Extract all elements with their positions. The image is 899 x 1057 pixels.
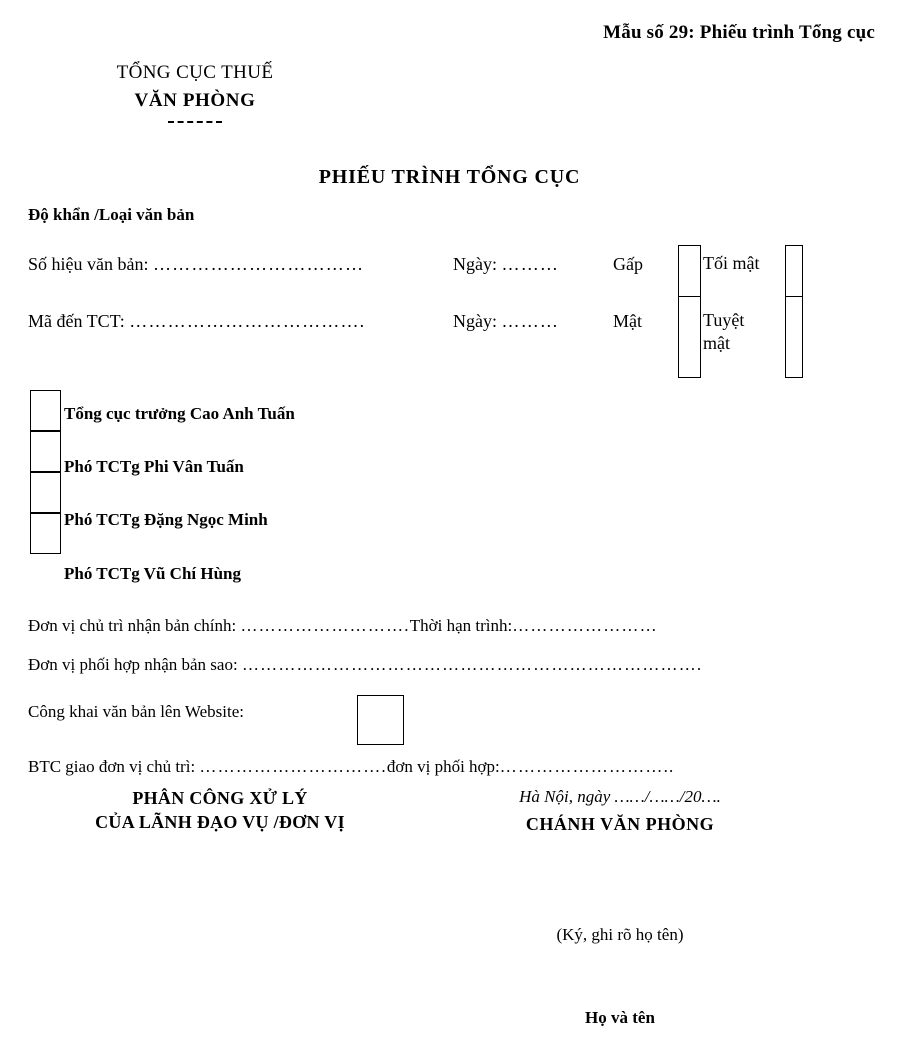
document-date-field (453, 254, 559, 275)
issuing-department-name: VĂN PHÒNG (134, 90, 256, 112)
urgency-option-urgent-label: Gấp (613, 254, 643, 274)
document-number-field (28, 254, 364, 275)
issuing-office-block (30, 60, 360, 123)
secrecy-option-top-secret-label: Tối mật (703, 253, 760, 273)
checkbox-absolute-secret[interactable] (785, 296, 803, 378)
checkbox-leader-4[interactable] (30, 513, 61, 554)
btc-assignment-row (28, 757, 674, 777)
btc-primary-input[interactable]: …………………………. (199, 757, 387, 776)
signature-block (430, 786, 810, 836)
copy-unit-input[interactable]: …………………………………………………………………. (241, 655, 703, 674)
leader-name-3: Phó TCTg Đặng Ngọc Minh (64, 510, 268, 529)
urgency-option-confidential-label: Mật (613, 311, 642, 331)
checkbox-publish-website[interactable] (357, 695, 404, 745)
arrival-code-input[interactable]: ………………………………. (129, 311, 366, 331)
btc-coop-label: đơn vị phối hợp: (386, 757, 500, 776)
document-number-label: Số hiệu văn bản: (28, 254, 149, 274)
deadline-input[interactable]: …………………… (512, 616, 658, 635)
signatory-fullname-label: Họ và tên (585, 1008, 655, 1027)
primary-unit-label: Đơn vị chủ trì nhận bản chính: (28, 616, 237, 635)
leader-name-4: Phó TCTg Vũ Chí Hùng (64, 564, 241, 583)
signatory-role: CHÁNH VĂN PHÒNG (525, 813, 715, 834)
arrival-code-label: Mã đến TCT: (28, 311, 125, 331)
primary-unit-input[interactable]: ………………………. (240, 616, 410, 635)
primary-unit-row (28, 616, 658, 636)
checkbox-leader-1[interactable] (30, 390, 61, 431)
checkbox-confidential[interactable] (678, 296, 701, 378)
form-model-number: Mẫu số 29: Phiếu trình Tổng cục (603, 22, 875, 43)
checkbox-leader-3[interactable] (30, 472, 61, 513)
assignment-block (35, 786, 405, 835)
leader-name-1: Tổng cục trưởng Cao Anh Tuấn (64, 404, 295, 423)
copy-unit-row (28, 655, 702, 675)
deadline-label: Thời hạn trình: (409, 616, 513, 635)
assignment-title-line1: PHÂN CÔNG XỬ LÝ (132, 788, 308, 808)
signature-instruction: (Ký, ghi rõ họ tên) (556, 925, 684, 944)
issuing-authority-name: TỔNG CỤC THUẾ (116, 62, 274, 83)
copy-unit-label: Đơn vị phối hợp nhận bản sao: (28, 655, 238, 674)
arrival-date-field (453, 311, 559, 332)
arrival-date-label: Ngày: (453, 311, 497, 331)
arrival-code-field (28, 311, 365, 332)
checkbox-leader-2[interactable] (30, 431, 61, 472)
page-title: PHIẾU TRÌNH TỔNG CỤC (318, 166, 581, 188)
btc-primary-label: BTC giao đơn vị chủ trì: (28, 757, 196, 776)
leader-name-2: Phó TCTg Phi Vân Tuấn (64, 457, 244, 476)
arrival-date-input[interactable]: ……… (501, 311, 560, 331)
btc-coop-input[interactable]: ……………………….. (499, 757, 675, 776)
header-divider (168, 121, 222, 123)
checkbox-urgent[interactable] (678, 245, 701, 297)
urgency-section-label: Độ khẩn /Loại văn bản (28, 205, 195, 224)
document-date-label: Ngày: (453, 254, 497, 274)
document-number-input[interactable]: …………………………… (152, 254, 365, 274)
assignment-title-line2: CỦA LÃNH ĐẠO VỤ /ĐƠN VỊ (95, 812, 345, 833)
checkbox-top-secret[interactable] (785, 245, 803, 297)
signature-date-line[interactable]: Hà Nội, ngày ……/……/20…. (519, 787, 721, 806)
website-publish-label: Công khai văn bản lên Website: (28, 702, 244, 721)
document-date-input[interactable]: ……… (501, 254, 560, 274)
secrecy-option-absolute-secret-label: Tuyệt mật (703, 310, 745, 354)
